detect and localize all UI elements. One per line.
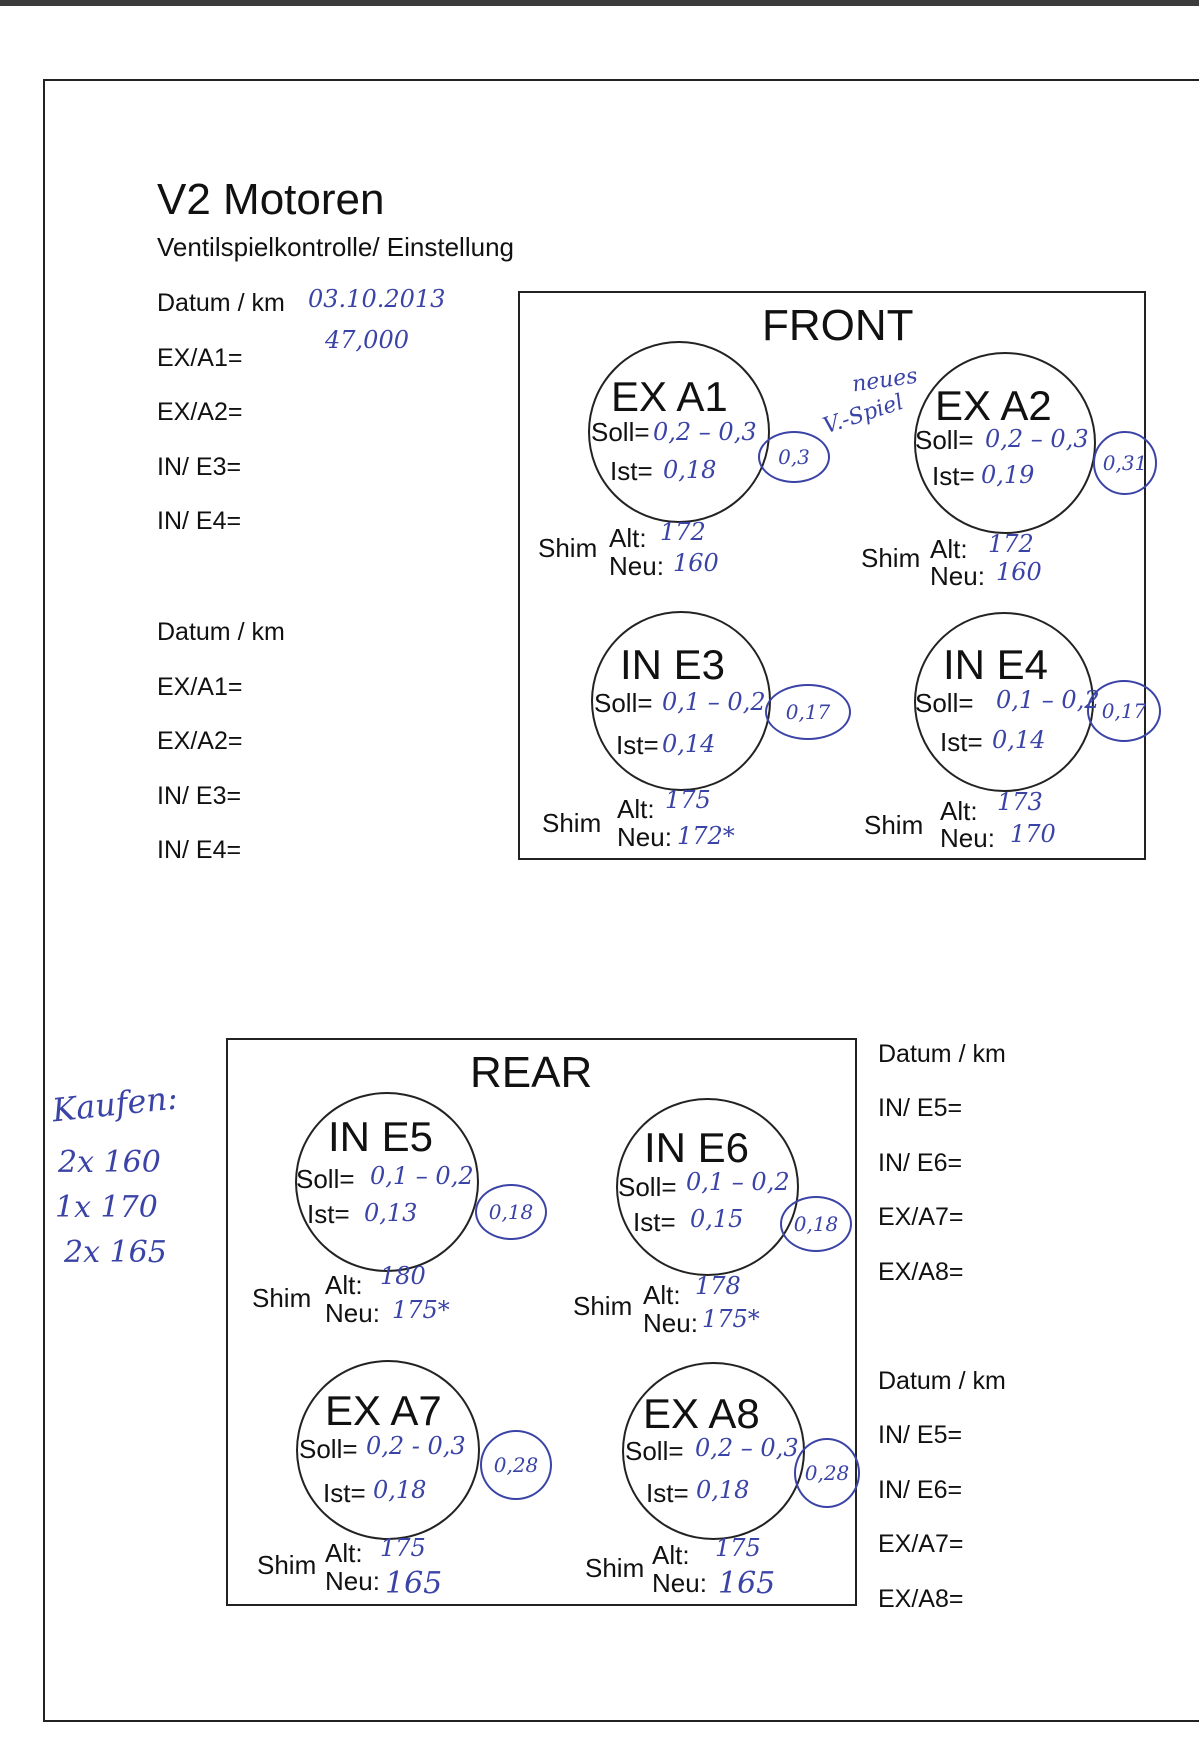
ex-a2-label-2: EX/A2= <box>157 727 243 755</box>
measured-oval-e5 <box>475 1184 547 1240</box>
valve-title-e6: IN E6 <box>644 1124 750 1171</box>
measured-oval-a8 <box>794 1438 860 1508</box>
in-e3-label-1: IN/ E3= <box>157 453 242 481</box>
ist-label-e4: Ist= <box>940 727 983 757</box>
neu-label-a2: Neu: <box>930 561 985 591</box>
neu-label-e3: Neu: <box>617 822 672 852</box>
handwritten-kaufen: Kaufen: <box>50 1078 180 1130</box>
handwritten-date: 03.10.2013 <box>308 285 446 313</box>
ex-a8-label-2: EX/A8= <box>878 1585 964 1613</box>
ist-value-a1: 0,18 <box>663 456 717 484</box>
ex-a7-label-1: EX/A7= <box>878 1203 964 1231</box>
handwritten-kaufen-line-1: 2x 160 <box>58 1145 161 1180</box>
ist-label-a8: Ist= <box>646 1478 689 1508</box>
measured-value-a1: 0,3 <box>778 445 810 469</box>
measured-value-a7: 0,28 <box>493 1453 539 1477</box>
in-e6-label-2: IN/ E6= <box>878 1476 963 1504</box>
datum-label-1: Datum / km <box>157 289 285 317</box>
valve-title-a8: EX A8 <box>643 1390 760 1437</box>
measured-oval-a7 <box>480 1430 552 1500</box>
soll-label-a2: Soll= <box>915 425 974 455</box>
ex-a8-label-1: EX/A8= <box>878 1258 964 1286</box>
in-e3-label-2: IN/ E3= <box>157 782 242 810</box>
ist-value-e6: 0,15 <box>690 1205 744 1233</box>
ist-label-e6: Ist= <box>633 1207 676 1237</box>
alt-value-e5: 180 <box>380 1262 426 1290</box>
neu-label-e4: Neu: <box>940 823 995 853</box>
measured-oval-e4 <box>1087 680 1161 742</box>
valve-title-e3: IN E3 <box>620 641 726 688</box>
valve-title-a7: EX A7 <box>325 1387 442 1434</box>
handwritten-note-vspiel: V.-Spiel <box>820 389 907 440</box>
alt-label-a1: Alt: <box>609 523 647 553</box>
ex-a1-label-1: EX/A1= <box>157 344 243 372</box>
shim-label-a1: Shim <box>538 533 598 563</box>
neu-value-a7: 165 <box>385 1566 443 1601</box>
alt-label-e4: Alt: <box>940 796 978 826</box>
soll-label-e3: Soll= <box>594 688 653 718</box>
measured-oval-e6 <box>780 1196 852 1252</box>
datum-label-4: Datum / km <box>878 1367 1006 1395</box>
ist-value-e5: 0,13 <box>364 1199 418 1227</box>
soll-label-e5: Soll= <box>296 1164 355 1194</box>
alt-label-a2: Alt: <box>930 534 968 564</box>
shim-label-a8: Shim <box>585 1553 645 1583</box>
measured-value-e3: 0,17 <box>785 700 831 724</box>
neu-value-a8: 165 <box>718 1566 776 1601</box>
ist-label-a2: Ist= <box>932 461 975 491</box>
alt-value-a8: 175 <box>715 1534 761 1562</box>
neu-label-a7: Neu: <box>325 1566 380 1596</box>
neu-value-e3: 172* <box>677 822 735 850</box>
soll-value-a7: 0,2 - 0,3 <box>366 1432 466 1460</box>
soll-label-a7: Soll= <box>299 1434 358 1464</box>
rear-title: REAR <box>470 1048 593 1097</box>
in-e5-label-1: IN/ E5= <box>878 1094 963 1122</box>
page-subtitle: Ventilspielkontrolle/ Einstellung <box>157 232 514 262</box>
ist-label-a7: Ist= <box>323 1478 366 1508</box>
ist-value-a7: 0,18 <box>373 1476 427 1504</box>
soll-label-e4: Soll= <box>915 688 974 718</box>
soll-label-a1: Soll= <box>591 417 650 447</box>
ist-value-e3: 0,14 <box>662 730 716 758</box>
neu-value-a2: 160 <box>996 558 1042 586</box>
soll-label-a8: Soll= <box>625 1436 684 1466</box>
in-e4-label-1: IN/ E4= <box>157 507 242 535</box>
measured-oval-e3 <box>765 684 851 740</box>
measured-value-e6: 0,18 <box>793 1212 839 1236</box>
measured-value-a2: 0,31 <box>1102 451 1148 475</box>
handwritten-kaufen-line-3: 2x 165 <box>64 1235 167 1270</box>
datum-label-3: Datum / km <box>878 1040 1006 1068</box>
alt-label-e5: Alt: <box>325 1270 363 1300</box>
alt-label-a7: Alt: <box>325 1538 363 1568</box>
handwritten-km: 47,000 <box>325 326 409 354</box>
ist-value-e4: 0,14 <box>992 726 1046 754</box>
shim-label-e6: Shim <box>573 1291 633 1321</box>
shim-label-e3: Shim <box>542 808 602 838</box>
shim-label-a2: Shim <box>861 543 921 573</box>
ist-label-a1: Ist= <box>610 456 653 486</box>
valve-title-a1: EX A1 <box>611 373 728 420</box>
alt-value-e6: 178 <box>695 1272 741 1300</box>
shim-label-e5: Shim <box>252 1283 312 1313</box>
valve-title-a2: EX A2 <box>935 382 1052 429</box>
neu-label-e5: Neu: <box>325 1298 380 1328</box>
handwritten-kaufen-line-2: 1x 170 <box>55 1190 158 1225</box>
measured-value-e5: 0,18 <box>488 1200 534 1224</box>
valve-title-e4: IN E4 <box>943 641 1049 688</box>
measured-value-a8: 0,28 <box>804 1461 850 1485</box>
alt-label-e6: Alt: <box>643 1280 681 1310</box>
ex-a1-label-2: EX/A1= <box>157 673 243 701</box>
soll-value-e5: 0,1 – 0,2 <box>370 1162 474 1190</box>
neu-label-a1: Neu: <box>609 551 664 581</box>
in-e4-label-2: IN/ E4= <box>157 836 242 864</box>
ex-a7-label-2: EX/A7= <box>878 1530 964 1558</box>
soll-value-a1: 0,2 – 0,3 <box>653 418 757 446</box>
neu-value-e6: 175* <box>702 1305 760 1333</box>
ist-label-e5: Ist= <box>307 1199 350 1229</box>
soll-value-a8: 0,2 – 0,3 <box>695 1434 799 1462</box>
measured-value-e4: 0,17 <box>1101 699 1147 723</box>
soll-value-e6: 0,1 – 0,2 <box>686 1168 790 1196</box>
ist-value-a8: 0,18 <box>696 1476 750 1504</box>
soll-value-e3: 0,1 – 0,2 <box>662 688 766 716</box>
shim-label-a7: Shim <box>257 1550 317 1580</box>
measured-oval-a1 <box>758 431 830 483</box>
scan-edge <box>0 0 1199 6</box>
alt-value-e3: 175 <box>665 786 711 814</box>
front-title: FRONT <box>762 301 914 350</box>
neu-label-e6: Neu: <box>643 1308 698 1338</box>
soll-label-e6: Soll= <box>618 1172 677 1202</box>
alt-label-e3: Alt: <box>617 794 655 824</box>
alt-value-a2: 172 <box>988 530 1034 558</box>
in-e6-label-1: IN/ E6= <box>878 1149 963 1177</box>
soll-value-e4: 0,1 – 0,2 <box>996 686 1100 714</box>
neu-value-e4: 170 <box>1010 820 1056 848</box>
alt-value-e4: 173 <box>997 788 1043 816</box>
soll-value-a2: 0,2 – 0,3 <box>985 425 1089 453</box>
ex-a2-label-1: EX/A2= <box>157 398 243 426</box>
valve-title-e5: IN E5 <box>328 1113 434 1160</box>
measured-oval-a2 <box>1093 431 1157 495</box>
shim-label-e4: Shim <box>864 810 924 840</box>
neu-label-a8: Neu: <box>652 1568 707 1598</box>
alt-label-a8: Alt: <box>652 1540 690 1570</box>
ist-label-e3: Ist= <box>616 730 659 760</box>
neu-value-e5: 175* <box>392 1296 450 1324</box>
in-e5-label-2: IN/ E5= <box>878 1421 963 1449</box>
handwritten-note-neues: neues <box>850 363 920 398</box>
page-title: V2 Motoren <box>157 175 385 224</box>
ist-value-a2: 0,19 <box>981 461 1035 489</box>
neu-value-a1: 160 <box>673 549 719 577</box>
alt-value-a7: 175 <box>380 1534 426 1562</box>
alt-value-a1: 172 <box>660 518 706 546</box>
datum-label-2: Datum / km <box>157 618 285 646</box>
